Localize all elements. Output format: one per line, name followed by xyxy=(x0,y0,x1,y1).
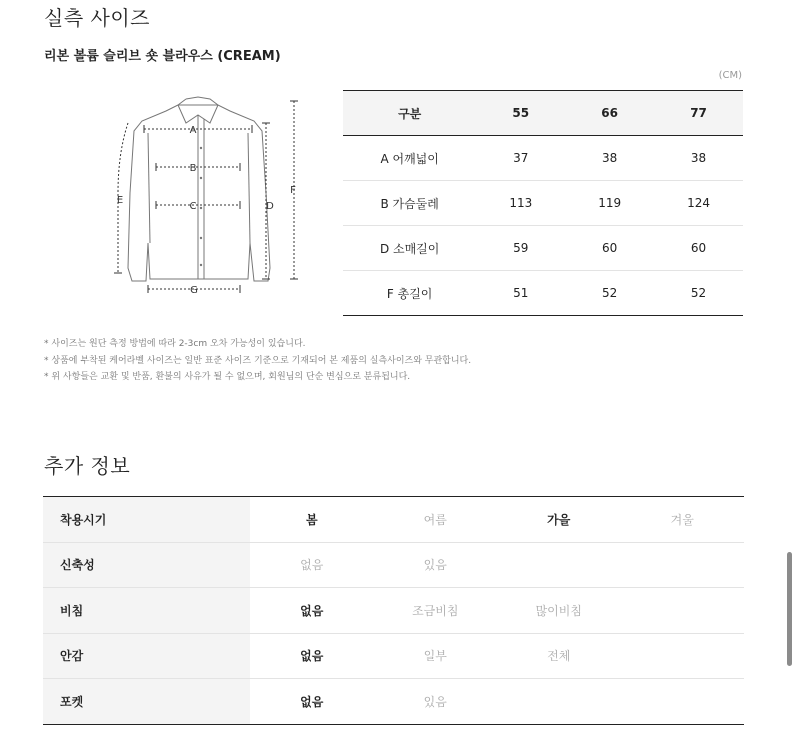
option-cell: 없음 xyxy=(300,558,324,573)
note-item: * 사이즈는 원단 측정 방법에 따라 2-3cm 오차 가능성이 있습니다. xyxy=(44,336,471,353)
unit-label: (CM) xyxy=(718,70,742,81)
diagram-label-c: C xyxy=(189,201,197,212)
cell-value: 38 xyxy=(602,151,618,165)
table-row xyxy=(343,271,743,316)
extra-info-table xyxy=(43,496,744,725)
option-cell: 없음 xyxy=(300,649,324,664)
table-row xyxy=(343,226,743,271)
option-cell: 조금비침 xyxy=(412,603,459,618)
option-cell xyxy=(621,588,745,634)
diagram-label-e: E xyxy=(116,195,124,206)
diagram-label-g: G xyxy=(190,285,198,296)
size-section-title: 실측 사이즈 xyxy=(44,6,150,30)
shirt-measurement-diagram xyxy=(108,93,308,303)
option-cell: 전체 xyxy=(547,649,571,664)
size-header-66: 66 xyxy=(601,106,618,120)
size-table-header xyxy=(343,91,743,136)
row-label: 비침 xyxy=(43,588,250,634)
diagram-label-f: F xyxy=(290,185,296,196)
size-header-label: 구분 xyxy=(398,106,422,121)
cell-value: 60 xyxy=(690,241,707,255)
size-table xyxy=(343,90,743,316)
cell-value: 119 xyxy=(598,196,622,210)
cell-value: 113 xyxy=(509,196,533,210)
table-row xyxy=(43,679,744,725)
row-label: 안감 xyxy=(43,633,250,679)
option-cell: 가을 xyxy=(547,512,571,527)
table-row xyxy=(343,136,743,181)
row-label: 신축성 xyxy=(43,542,250,588)
option-cell: 없음 xyxy=(300,603,324,618)
cell-value: 38 xyxy=(690,151,707,165)
row-label: A 어깨넓이 xyxy=(380,151,439,166)
diagram-label-d: D xyxy=(266,201,274,212)
option-cell: 일부 xyxy=(423,649,447,664)
row-label: B 가슴둘레 xyxy=(380,196,439,211)
cell-value: 51 xyxy=(513,286,529,300)
size-notes xyxy=(44,336,471,386)
table-row xyxy=(43,588,744,634)
option-cell xyxy=(621,633,745,679)
table-row xyxy=(43,542,744,588)
note-item: * 상품에 부착된 케어라벨 사이즈는 일반 표준 사이즈 기준으로 기재되어 본 제품의 실측사이즈와 무관합니다. xyxy=(44,353,471,370)
product-name: 리본 볼륨 슬리브 숏 블라우스 (CREAM) xyxy=(44,49,281,64)
table-row xyxy=(343,181,743,226)
size-header-55: 55 xyxy=(512,106,530,120)
cell-value: 124 xyxy=(687,196,710,210)
cell-value: 52 xyxy=(602,286,618,300)
option-cell: 없음 xyxy=(300,694,324,709)
diagram-label-b: B xyxy=(189,163,197,174)
option-cell xyxy=(621,679,745,725)
cell-value: 37 xyxy=(513,151,529,165)
option-cell: 겨울 xyxy=(670,512,694,527)
table-row xyxy=(43,633,744,679)
diagram-label-a: A xyxy=(189,125,197,136)
option-cell: 있음 xyxy=(423,694,447,709)
table-row xyxy=(43,497,744,543)
option-cell xyxy=(497,542,621,588)
option-cell: 여름 xyxy=(423,512,447,527)
note-item: * 위 사항들은 교환 및 반품, 환불의 사유가 될 수 없으며, 회원님의 단순 변심으로 분류됩니다. xyxy=(44,369,471,386)
row-label: 착용시기 xyxy=(43,497,250,543)
row-label: F 총길이 xyxy=(386,286,433,301)
size-header-77: 77 xyxy=(690,106,707,120)
option-cell: 봄 xyxy=(305,512,318,527)
option-cell: 있음 xyxy=(423,558,447,573)
cell-value: 60 xyxy=(602,241,618,255)
cell-value: 59 xyxy=(513,241,529,255)
cell-value: 52 xyxy=(690,286,707,300)
row-label: D 소매길이 xyxy=(379,241,440,256)
row-label: 포켓 xyxy=(43,679,250,725)
scrollbar-thumb[interactable] xyxy=(787,552,792,666)
option-cell xyxy=(497,679,621,725)
option-cell: 많이비침 xyxy=(535,603,582,618)
extra-section-title: 추가 정보 xyxy=(44,454,131,478)
option-cell xyxy=(621,542,745,588)
